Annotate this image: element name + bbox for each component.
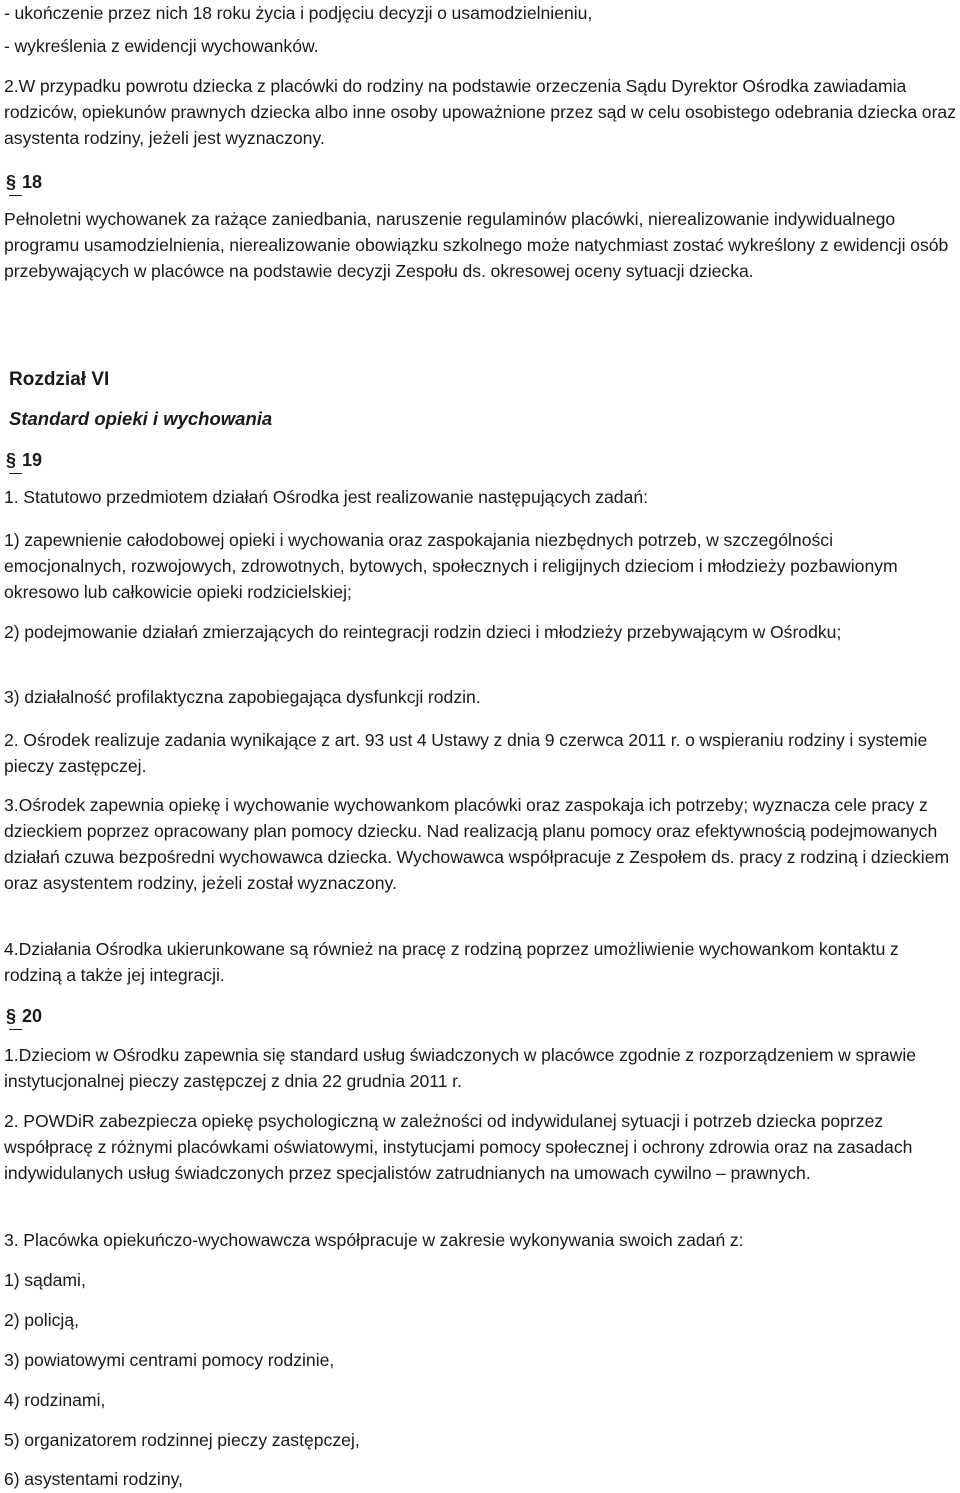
list-item: 2) policją, (4, 1310, 79, 1330)
list-item-completion: - ukończenie przez nich 18 roku życia i podjęciu decyzji o usamodzielnieniu, (4, 3, 593, 23)
list-item-s19-1-2: 2) podejmowanie działań zmierzających do reintegracji rodzin dzieci i młodzieży przebywającym w Ośrodku; (4, 622, 842, 642)
list-item-removal: - wykreślenia z ewidencji wychowanków. (4, 36, 319, 56)
list-item: 3) powiatowymi centrami pomocy rodzinie, (4, 1350, 335, 1370)
section-number: 19 (22, 450, 43, 470)
list-item: 5) organizatorem rodzinnej pieczy zastępczej, (4, 1430, 360, 1450)
chapter-subtitle: Standard opieki i wychowania (9, 408, 273, 429)
list-item-s19-1-3: 3) działalność profilaktyczna zapobiegająca dysfunkcji rodzin. (4, 687, 481, 707)
list-item: 1) sądami, (4, 1270, 86, 1290)
section-sign: § (6, 170, 22, 194)
section-number: 20 (22, 1006, 43, 1026)
paragraph-s19-3: 3.Ośrodek zapewnia opiekę i wychowanie wychowankom placówki oraz zaspokaja ich potrzeby; wyznacza cele pracy z dzieckiem poprzez opracowany plan pomocy dziecku. Nad realizacją planu pomocy oraz efektywnością podejmowanych działań czuwa bezpośredni wychowawca dziecka. Wychowawca współpracuje z Zespołem ds. pracy z rodziną i dzieckiem oraz asystentem rodziny, jeżeli został wyznaczony. (4, 795, 950, 893)
list-item: 4) rodzinami, (4, 1390, 106, 1410)
chapter-title: Rozdział VI (9, 369, 110, 390)
section-19-heading (6, 448, 42, 472)
paragraph-s20-2: 2. POWDiR zabezpiecza opiekę psychologiczną w zależności od indywidulanej sytuacji i potrzeb dziecka poprzez współpracę z różnymi placówkami oświatowymi, instytucjami pomocy społecznej i ochrony zdrowia oraz na zasadach indywidulanych usług świadczonych przez specjalistów zatrudnianych na umowach cywilno – prawnych. (4, 1111, 913, 1183)
section-sign: § (6, 448, 22, 472)
paragraph-s20-1: 1.Dzieciom w Ośrodku zapewnia się standard usług świadczonych w placówce zgodnie z rozporządzeniem w sprawie instytucjonalnej pieczy zastępczej z dnia 22 grudnia 2011 r. (4, 1045, 917, 1091)
paragraph-s19-2: 2. Ośrodek realizuje zadania wynikające z art. 93 ust 4 Ustawy z dnia 9 czerwca 2011 r. o wspieraniu rodziny i systemie pieczy zastępczej. (4, 730, 928, 776)
paragraph-s19-1: 1. Statutowo przedmiotem działań Ośrodka jest realizowanie następujących zadań: (4, 487, 649, 507)
paragraph-s19-4: 4.Działania Ośrodka ukierunkowane są również na pracę z rodziną poprzez umożliwienie wychowankom kontaktu z rodziną a także jej integracji. (4, 939, 899, 985)
section-number: 18 (22, 172, 43, 192)
section-18-heading (6, 170, 42, 194)
list-item-s19-1-1: 1) zapewnienie całodobowej opieki i wychowania oraz zaspokajania niezbędnych potrzeb, w szczególności emocjonalnych, rozwojowych, zdrowotnych, bytowych, społecznych i religijnych dzieciom i młodzieży pozbawionym okresowo lub całkowicie opieki rodzicielskiej; (4, 530, 898, 602)
paragraph-s20-3: 3. Placówka opiekuńczo-wychowawcza współpracuje w zakresie wykonywania swoich zadań z: (4, 1230, 744, 1250)
section-sign: § (6, 1004, 22, 1028)
list-item: 6) asystentami rodziny, (4, 1469, 183, 1489)
paragraph-s18: Pełnoletni wychowanek za rażące zaniedbania, naruszenie regulaminów placówki, nierealizowanie indywidualnego programu usamodzielnienia, nierealizowanie obowiązku szkolnego może natychmiast zostać wykreślony z ewidencji osób przebywających w placówce na podstawie decyzji Zespołu ds. okresowej oceny sytuacji dziecka. (4, 209, 949, 281)
section-20-heading (6, 1004, 42, 1028)
paragraph-return-to-family: 2.W przypadku powrotu dziecka z placówki do rodziny na podstawie orzeczenia Sądu Dyrektor Ośrodka zawiadamia rodziców, opiekunów prawnych dziecka albo inne osoby upoważnione przez sąd w celu osobistego odebrania dziecka oraz asystenta rodziny, jeżeli jest wyznaczony. (4, 76, 957, 148)
